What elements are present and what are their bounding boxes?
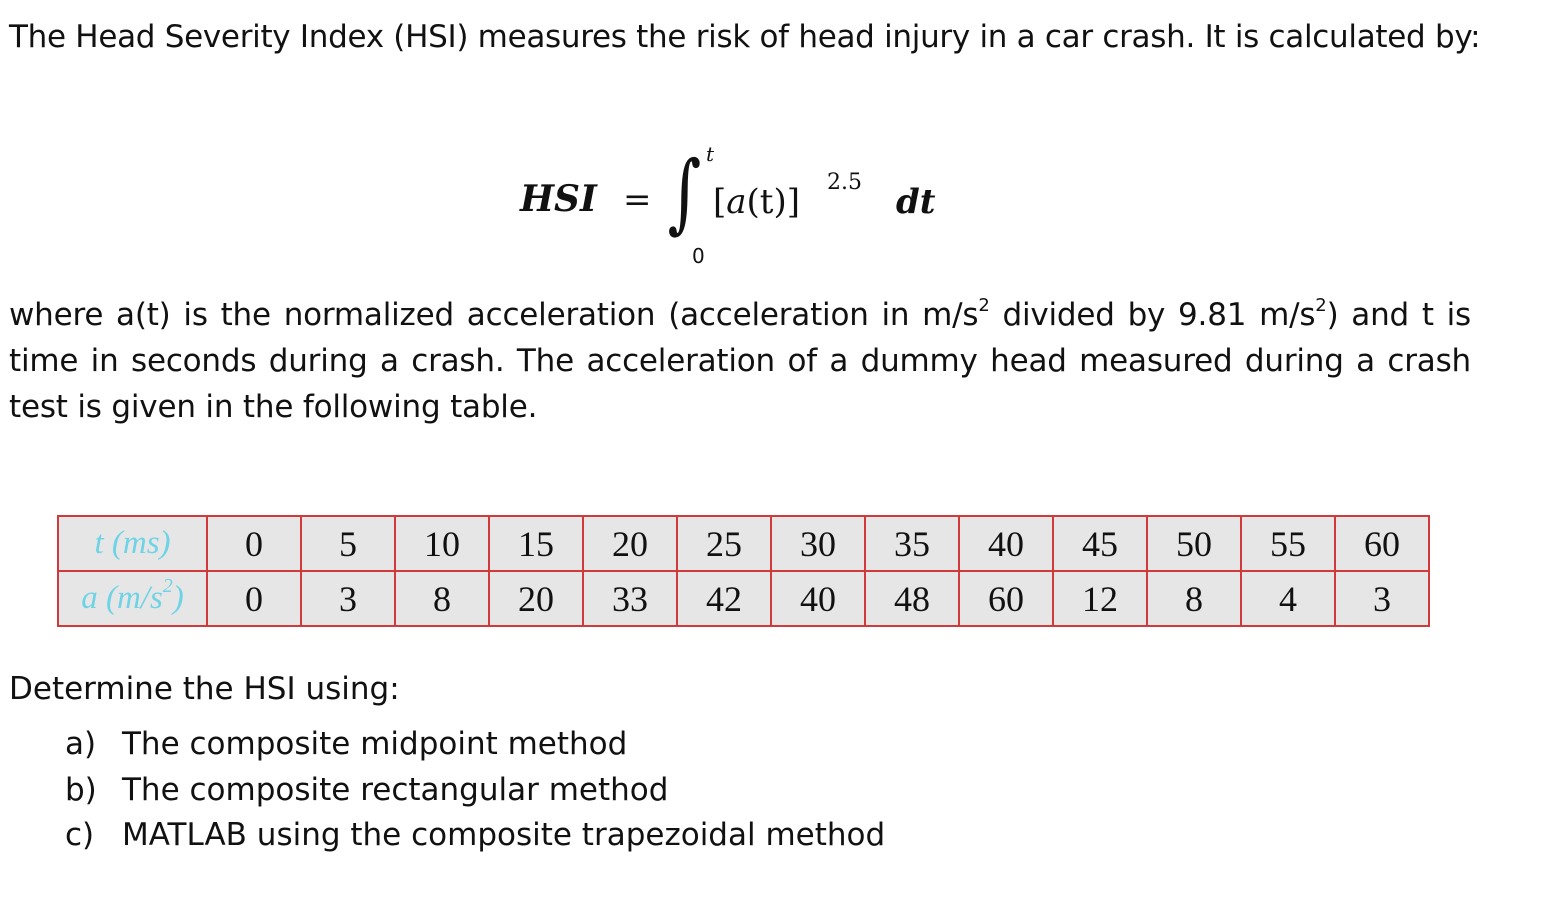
a-cell: 48 xyxy=(865,571,959,626)
a-cell: 12 xyxy=(1053,571,1147,626)
a-cell: 42 xyxy=(677,571,771,626)
description-part-2: divided by 9.81 m/s xyxy=(989,297,1316,333)
formula-lhs: HSI xyxy=(520,178,597,220)
t-cell: 45 xyxy=(1053,516,1147,571)
formula-exponent: 2.5 xyxy=(827,170,862,195)
a-cell: 8 xyxy=(395,571,489,626)
a-cell: 3 xyxy=(301,571,395,626)
task-list xyxy=(65,722,885,859)
integrand-argument: (t) xyxy=(746,182,787,222)
integral-upper-limit: t xyxy=(706,142,715,166)
acceleration-label-close: ) xyxy=(172,580,184,616)
a-cell: 20 xyxy=(489,571,583,626)
list-item-marker: a) xyxy=(65,726,97,762)
formula-equals: = xyxy=(623,180,652,220)
integrand-function: a xyxy=(726,182,747,222)
a-cell: 3 xyxy=(1335,571,1429,626)
hsi-formula xyxy=(520,140,960,270)
task-title: Determine the HSI using: xyxy=(9,671,400,707)
t-cell: 25 xyxy=(677,516,771,571)
list-item-text: MATLAB using the composite trapezoidal method xyxy=(122,817,886,853)
a-cell: 0 xyxy=(207,571,301,626)
list-item-text: The composite midpoint method xyxy=(122,726,628,762)
acceleration-label-superscript: 2 xyxy=(162,575,173,597)
t-cell: 55 xyxy=(1241,516,1335,571)
t-cell: 15 xyxy=(489,516,583,571)
t-cell: 10 xyxy=(395,516,489,571)
formula-integrand xyxy=(713,182,800,222)
a-cell: 60 xyxy=(959,571,1053,626)
integrand-open-bracket: [ xyxy=(713,182,727,222)
intro-text: The Head Severity Index (HSI) measures the risk of head injury in a car crash. It is calculated by: xyxy=(9,19,1481,55)
list-item xyxy=(65,813,885,859)
t-cell: 60 xyxy=(1335,516,1429,571)
a-cell: 8 xyxy=(1147,571,1241,626)
t-cell: 30 xyxy=(771,516,865,571)
description-part-3: ) and t is time in seconds during a crash. The acceleration of a dummy head measured during a crash test is given in the following table. xyxy=(9,297,1471,425)
t-cell: 50 xyxy=(1147,516,1241,571)
t-cell: 5 xyxy=(301,516,395,571)
row-label-time: t (ms) xyxy=(58,516,207,571)
description-superscript-1: 2 xyxy=(978,294,990,316)
formula-differential: dt xyxy=(896,182,936,222)
table-row-time xyxy=(58,516,1429,571)
t-cell: 20 xyxy=(583,516,677,571)
a-cell: 40 xyxy=(771,571,865,626)
table-row-acceleration xyxy=(58,571,1429,626)
list-item-marker: c) xyxy=(65,817,95,853)
row-label-acceleration xyxy=(58,571,207,626)
t-cell: 35 xyxy=(865,516,959,571)
a-cell: 4 xyxy=(1241,571,1335,626)
a-cell: 33 xyxy=(583,571,677,626)
list-item-marker: b) xyxy=(65,771,97,808)
description-part-1: where a(t) is the normalized acceleration (acceleration in m/s xyxy=(9,297,979,333)
description-superscript-2: 2 xyxy=(1315,294,1327,316)
integral-symbol: ∫ xyxy=(667,143,702,243)
t-cell: 40 xyxy=(959,516,1053,571)
integrand-close-bracket: ] xyxy=(786,182,801,222)
list-item xyxy=(65,768,885,814)
t-cell: 0 xyxy=(207,516,301,571)
acceleration-table xyxy=(57,515,1430,627)
description-text xyxy=(9,292,1471,430)
list-item xyxy=(65,722,885,768)
list-item-text: The composite rectangular method xyxy=(122,771,669,808)
integral-lower-limit: 0 xyxy=(692,244,705,268)
acceleration-label-text: a (m/s xyxy=(81,580,163,616)
